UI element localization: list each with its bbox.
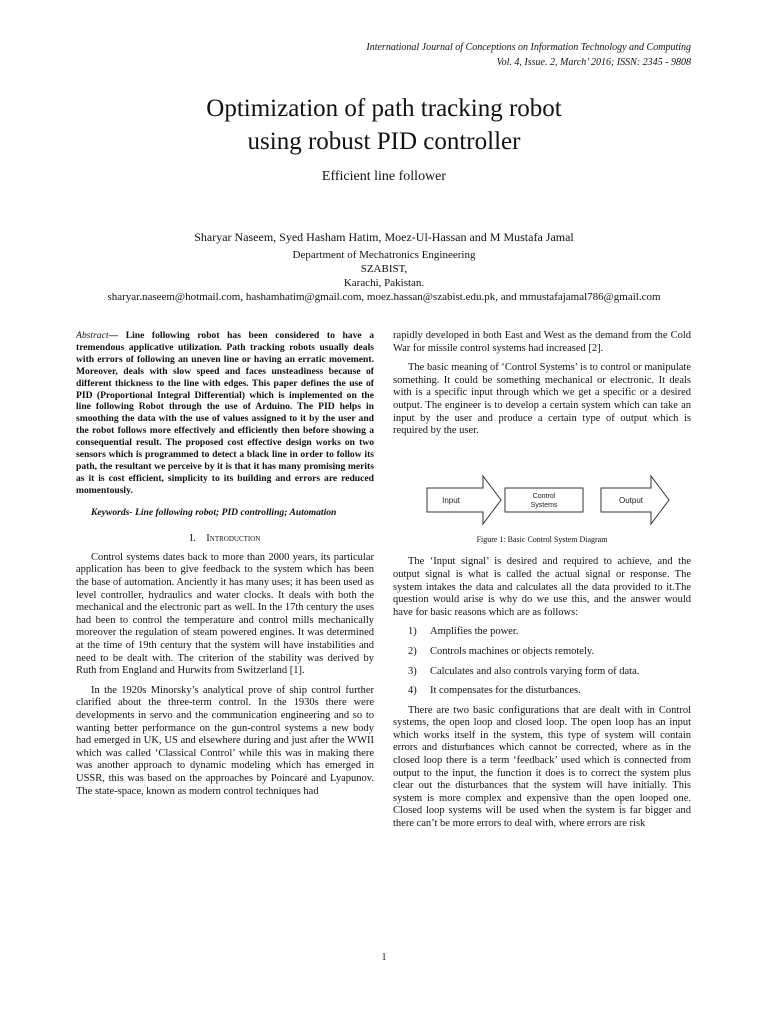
list-item: 1) Amplifies the power. [408, 626, 519, 638]
keywords: Keywords- Line following robot; PID controlling; Automation [91, 506, 337, 518]
department: Department of Mechatronics Engineering [292, 249, 476, 261]
affiliation [40, 248, 728, 304]
figure-caption: Figure 1: Basic Control System Diagram [476, 534, 608, 544]
city: Karachi, Pakistan. [343, 277, 425, 289]
institution: SZABIST, [360, 263, 408, 275]
journal-name: International Journal of Conceptions on Information Technology and Computing [366, 42, 691, 53]
journal-issue: Vol. 4, Issue. 2, March’ 2016; ISSN: 2345 - 9808 [496, 57, 691, 68]
paper-title [84, 92, 684, 158]
abstract-text: Line following robot has been considered to have a tremendous applicative utilization. Path tracking robots usually deals with errors of following an uneven line or having an erratic movement. Moreover, deals with slow speed and faces unsteadiness because of different thickness to the line with edges. This paper defines the use of PID (Proportional Integral Differential) which is implemented on the line following Robot through the use of Arduino. The PID helps in smoothing the data with the use of values assigned to it by the user and the robot follows more effectively and efficiently then before showing a consequential result. The proposed cost effective design works on two sensors which is programmed to detect a black line in order to follow its path, the resultant we perceive by it is that it has many promising merits as it is cost efficient, simplicity to its building and errors are reduced momentously. [76, 330, 374, 496]
right-column [393, 330, 691, 838]
control-system-diagram [393, 470, 691, 530]
title-line-1: Optimization of path tracking robot [206, 95, 562, 122]
input-arrow [427, 476, 501, 524]
box-label-line-1: Control [532, 492, 556, 500]
journal-header [191, 40, 691, 70]
control-systems-paragraph: The basic meaning of ‘Control Systems’ is to control or manipulate something. It could be something mechanical or electronic. It deals with is a specific input through which we get a specific or a desired output. The engineer is to develop a certain system which can take an input by the user and produce a certain type of output which is required by the user. [393, 362, 691, 437]
page-number: 1 [381, 952, 387, 963]
email-list: sharyar.naseem@hotmail.com, hashamhatim@gmail.com, moez.hassan@szabist.edu.pk, and mmustafajamal786@gmail.com [107, 291, 661, 303]
list-item: 4) It compensates for the disturbances. [408, 685, 581, 697]
paper-subtitle: Efficient line follower [321, 169, 447, 184]
section-heading-introduction [76, 533, 374, 546]
abstract-label: Abstract [76, 330, 109, 341]
list-item: 2) Controls machines or objects remotely. [408, 645, 595, 657]
section-number: I. [189, 533, 196, 545]
configurations-paragraph: There are two basic configurations that are dealt with in Control systems, the open loop and closed loop. The open loop has an input which works itself in the system, this type of system will contain errors and disturbances which cannot be corrected, where as in the closed loop there is a term ‘feedback’ used which is connected from output to the input, the function it does is to correct the system plus clear out the disturbances that the system will have initially. This system is more complex and expensive than the open looped one. Closed loop systems will be used when the system is far bigger and there can’t be more errors to deal with, where errors are risk [393, 704, 691, 830]
diagram-svg [393, 470, 691, 530]
continuation-paragraph: rapidly developed in both East and West as the demand from the Cold War for missile control systems had increased [2]. [393, 330, 691, 354]
abstract [76, 330, 374, 497]
reasons-list [393, 626, 691, 697]
section-title: Introduction [206, 533, 261, 545]
intro-paragraph-2: In the 1920s Minorsky’s analytical prove of ship control further clarified about the three-term control. In the 1930s there were developments in servo and the communication engineering and so to wanting better performance on the gun-control systems a new body had emerged in UK, US and elsewhere during and just after the WWII which was called ‘Classical Control’ while this was in making there was another approach to dynamic modeling which has emerged in USSR, this was based on the approaches by Poincaré and Lyapunov. The state-space, known as modern control techniques had [76, 684, 374, 797]
abstract-dash: — [108, 330, 126, 341]
left-column [76, 330, 374, 805]
box-label-line-2: Systems [530, 501, 558, 509]
input-signal-paragraph: The ‘Input signal’ is desired and required to achieve, and the output signal is what is called the actual signal or response. The system intakes the data and calculates all the data provided to it.The question would arise is why do we use this, and the answer would have for basic reasons which are as follows: [393, 556, 691, 618]
title-line-2: using robust PID controller [247, 128, 521, 155]
output-label: Output [618, 495, 644, 505]
input-label: Input [442, 495, 460, 505]
author-list: Sharyar Naseem, Syed Hasham Hatim, Moez-Ul-Hassan and M Mustafa Jamal [194, 230, 574, 244]
intro-paragraph-1: Control systems dates back to more than 2000 years, its particular application has been to give feedback to the system which has been the base of automation. Anciently it has many uses; it has been used as level controller, hydraulics and water clocks. It deals with both the mechanical and the electronic part as well. In the 17th century the uses had been to control the temperature and control mills mechanically moreover the regulation of steam powered engines. It was determined at the time of 19th century that the system will have instabilities and need to be dealt with. The criterion of the stability was derived by Ruth from England and Hurwits from Switzerland [1]. [76, 551, 374, 677]
list-item: 3) Calculates and also controls varying form of data. [408, 665, 640, 677]
